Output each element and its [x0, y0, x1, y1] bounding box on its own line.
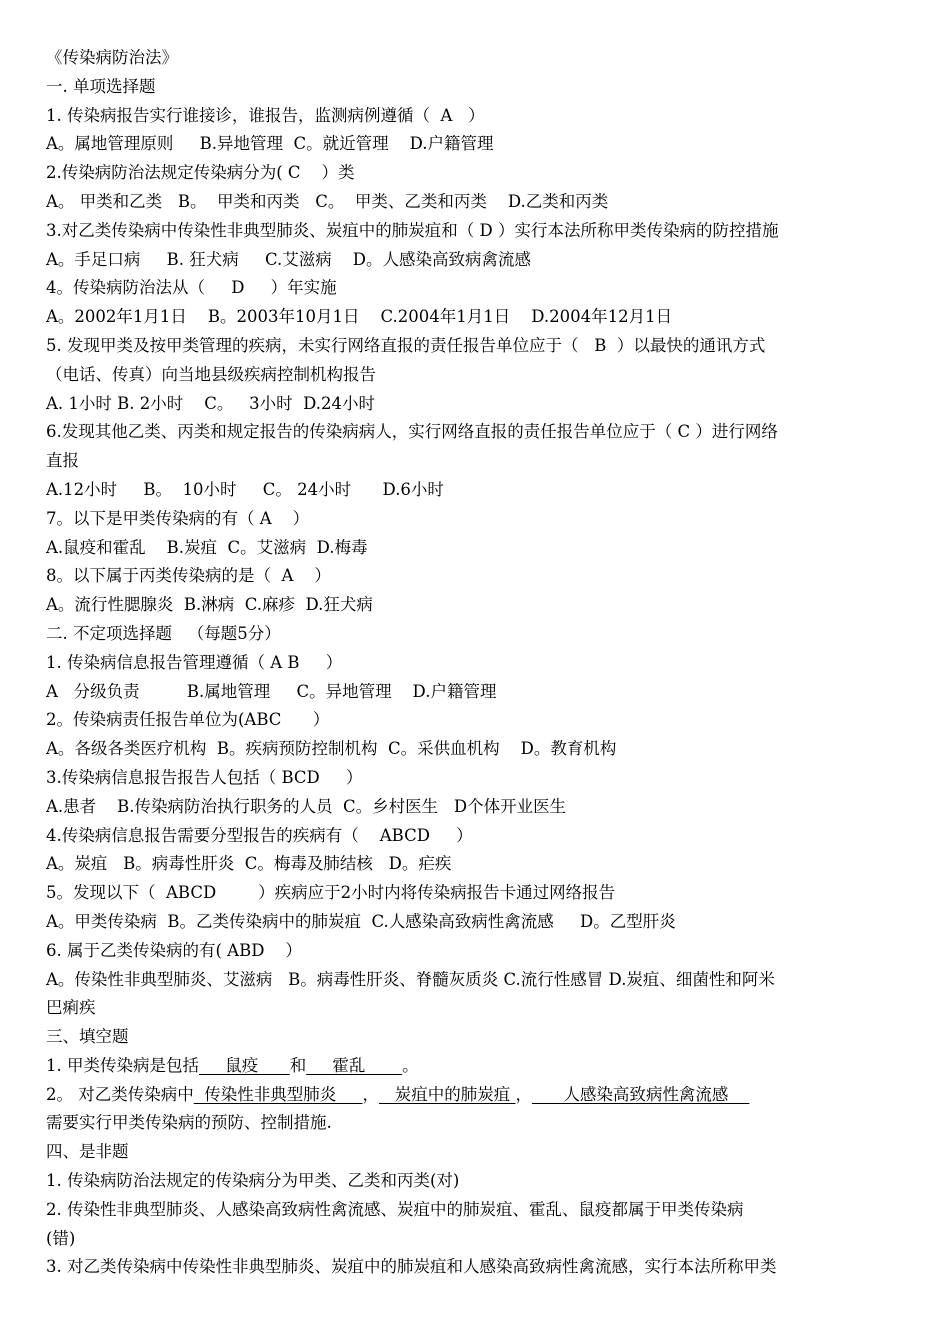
question-options: A.患者 B.传染病防治执行职务的人员 C。乡村医生 D个体开业医生 — [46, 796, 567, 816]
fill-question-continued: 需要实行甲类传染病的预防、控制措施. — [46, 1113, 332, 1133]
fill-text: ， — [362, 1084, 379, 1104]
fill-answer: 鼠疫 — [199, 1055, 290, 1075]
question-text: 3.对乙类传染病中传染性非典型肺炎、炭疽中的肺炭疽和（ D ）实行本法所称甲类传染病的防控措施 — [46, 220, 779, 240]
fill-text: 1. 甲类传染病是包括 — [46, 1055, 199, 1075]
question-options: A。手足口病 B. 狂犬病 C.艾滋病 D。人感染高致病禽流感 — [46, 249, 531, 269]
fill-answer: 炭疽中的肺炭疽 — [378, 1084, 516, 1104]
question-text-continued: 直报 — [46, 451, 79, 471]
section-heading-multi-choice: 二. 不定项选择题 （每题5分） — [46, 623, 281, 643]
question-options: A。传染性非典型肺炎、艾滋病 B。病毒性肝炎、脊髓灰质炎 C.流行性感冒 D.炭疽、细菌性和阿米 — [46, 969, 775, 989]
fill-text: 2。 对乙类传染病中 — [46, 1084, 194, 1104]
fill-answer: 传染性非典型肺炎 — [193, 1084, 363, 1104]
statement-text: 1. 传染病防治法规定的传染病分为甲类、乙类和丙类(对) — [46, 1171, 460, 1191]
fill-question — [46, 1052, 908, 1081]
question-options: A。2002年1月1日 B。2003年10月1日 C.2004年1月1日 D.2004年12月1日 — [46, 307, 673, 327]
question-text: 2。传染病责任报告单位为(ABC ） — [46, 710, 330, 730]
question-options: A。 甲类和乙类 B。 甲类和丙类 C。 甲类、乙类和丙类 D.乙类和丙类 — [46, 191, 609, 211]
question-options: A。流行性腮腺炎 B.淋病 C.麻疹 D.狂犬病 — [46, 595, 373, 615]
question-options: A.12小时 B。 10小时 C。 24小时 D.6小时 — [46, 479, 444, 499]
question-text: 5. 发现甲类及按甲类管理的疾病，未实行网络直报的责任报告单位应于（ B ）以最快的通讯方式 — [46, 335, 766, 355]
fill-answer: 霍乱 — [306, 1055, 403, 1075]
question-text-continued: （电话、传真）向当地县级疾病控制机构报告 — [46, 364, 376, 384]
question-text: 4。传染病防治法从（ D ）年实施 — [46, 278, 337, 298]
question-text: 1. 传染病信息报告管理遵循（ A B ） — [46, 652, 343, 672]
question-text: 7。以下是甲类传染病的有（ A ） — [46, 508, 310, 528]
section-heading-single-choice: 一. 单项选择题 — [46, 76, 156, 96]
question-text: 3.传染病信息报告报告人包括（ BCD ） — [46, 767, 363, 787]
question-options: A。属地管理原则 B.异地管理 C。就近管理 D.户籍管理 — [46, 134, 494, 154]
question-text: 2.传染病防治法规定传染病分为( C ）类 — [46, 163, 355, 183]
question-options: A。各级各类医疗机构 B。疾病预防控制机构 C。采供血机构 D。教育机构 — [46, 739, 617, 759]
doc-title: 《传染病防治法》 — [46, 48, 178, 67]
question-options: A。甲类传染病 B。乙类传染病中的肺炭疽 C.人感染高致病性禽流感 D。乙型肝炎 — [46, 911, 676, 931]
statement-text: 3. 对乙类传染病中传染性非典型肺炎、炭疽中的肺炭疽和人感染高致病性禽流感，实行本法所称甲类 — [46, 1257, 777, 1277]
question-options: A.鼠疫和霍乱 B.炭疽 C。艾滋病 D.梅毒 — [46, 537, 368, 557]
question-options: A。炭疽 B。病毒性肝炎 C。梅毒及肺结核 D。疟疾 — [46, 854, 452, 874]
statement-answer: (错) — [46, 1228, 76, 1248]
fill-question — [46, 1081, 908, 1110]
question-text: 6. 属于乙类传染病的有( ABD ） — [46, 940, 302, 960]
question-text: 4.传染病信息报告需要分型报告的疾病有（ ABCD ） — [46, 825, 473, 845]
statement-text: 2. 传染性非典型肺炎、人感染高致病性禽流感、炭疽中的肺炭疽、霍乱、鼠疫都属于甲类传染病 — [46, 1199, 744, 1219]
question-options: A. 1小时 B. 2小时 C。 3小时 D.24小时 — [46, 393, 375, 413]
fill-text: 和 — [289, 1055, 307, 1075]
question-text: 1. 传染病报告实行谁接诊，谁报告，监测病例遵循（ A ） — [46, 105, 485, 125]
question-text: 5。发现以下（ ABCD ）疾病应于2小时内将传染病报告卡通过网络报告 — [46, 883, 616, 903]
question-options-continued: 巴痢疾 — [46, 998, 96, 1018]
question-text: 6.发现其他乙类、丙类和规定报告的传染病病人，实行网络直报的责任报告单位应于（ C ）进行网络 — [46, 422, 778, 442]
section-heading-true-false: 四、是非题 — [46, 1142, 129, 1162]
fill-text: 。 — [402, 1055, 419, 1075]
fill-text: ， — [515, 1084, 532, 1104]
question-options: A 分级负责 B.属地管理 C。异地管理 D.户籍管理 — [46, 681, 497, 701]
section-heading-fill-blank: 三、填空题 — [46, 1027, 129, 1047]
document — [46, 44, 908, 1282]
question-text: 8。以下属于丙类传染病的是（ A ） — [46, 566, 331, 586]
fill-answer: 人感染高致病性禽流感 — [531, 1084, 750, 1104]
